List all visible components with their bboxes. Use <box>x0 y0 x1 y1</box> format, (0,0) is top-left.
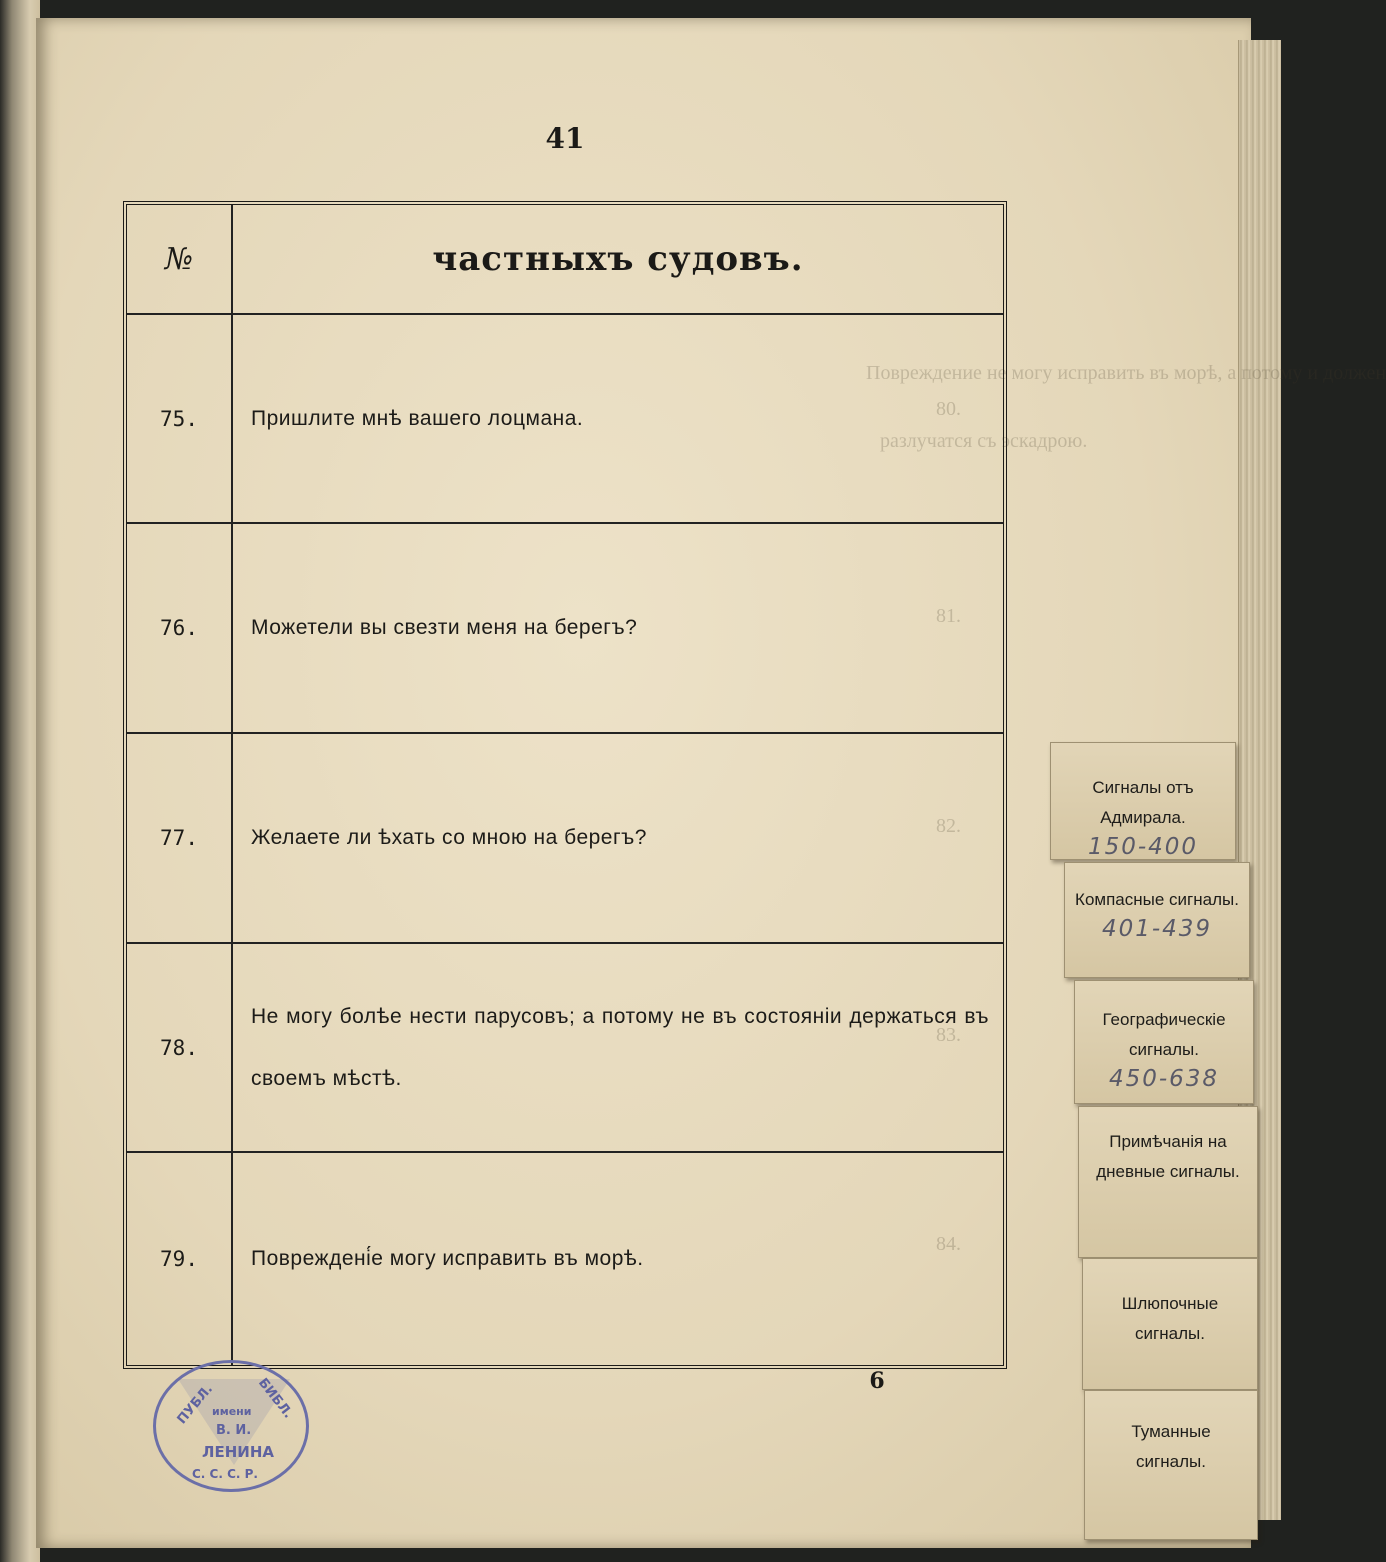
index-tab-day-signal-notes[interactable] <box>1078 1106 1258 1258</box>
index-tab-boat[interactable] <box>1082 1258 1258 1390</box>
number-column-header: № <box>164 241 194 277</box>
tab-range: 150-400 <box>1087 834 1199 860</box>
signal-text: Можетели вы свезти меня на берегъ? <box>251 616 638 639</box>
tab-title: Шлюпочные сигналы. <box>1121 1294 1219 1343</box>
stamp-text: имени <box>212 1405 252 1418</box>
show-through-text: 82. <box>936 815 961 837</box>
tab-title: Примѣчанія на дневные сигналы. <box>1096 1132 1240 1181</box>
signal-text: Повреждені́е могу исправить въ морѣ. <box>251 1247 644 1270</box>
tab-title: Географическіе сигналы. <box>1102 1010 1226 1059</box>
index-tab-fog[interactable] <box>1084 1390 1258 1540</box>
signature-mark: 6 <box>869 1368 885 1394</box>
page-number: 41 <box>545 122 585 155</box>
show-through-text: Повреждение не могу исправить въ морѣ, а потому и должен <box>866 362 1386 384</box>
book-spine <box>0 0 40 1562</box>
stamp-text: В. И. <box>216 1423 252 1438</box>
tab-title: Сигналы отъ Адмирала. <box>1092 778 1194 827</box>
show-through-text: 84. <box>936 1233 961 1255</box>
signal-number: 78. <box>160 1035 198 1060</box>
table-row <box>127 734 1003 942</box>
signal-text: Не могу болѣе нести парусовъ; а потому не въ состояніи держаться въ своемъ мѣстѣ. <box>251 1004 989 1090</box>
tab-range: 450-638 <box>1108 1066 1220 1092</box>
signal-number: 75. <box>160 406 198 431</box>
show-through-text: 81. <box>936 605 961 627</box>
table-row <box>127 944 1003 1151</box>
table-row <box>127 315 1003 522</box>
signal-number: 77. <box>160 826 198 850</box>
signal-table <box>123 201 1007 1369</box>
stamp-text: БИБЛ. <box>255 1375 296 1422</box>
show-through-text: разлучатся съ эскадрою. <box>880 430 1088 452</box>
index-tab-geographic[interactable] <box>1074 980 1254 1104</box>
stamp-text: ПУБЛ. <box>174 1381 216 1428</box>
stamp-text: ЛЕНИНА <box>202 1443 274 1461</box>
index-tab-compass[interactable] <box>1064 862 1250 978</box>
show-through-text: 83. <box>936 1024 961 1046</box>
signal-text: Желаете ли ѣхать со мною на берегъ? <box>251 826 647 849</box>
tab-title: Туманные сигналы. <box>1131 1422 1211 1471</box>
stamp-text: С. С. С. Р. <box>192 1467 258 1481</box>
show-through-text: 80. <box>936 398 961 420</box>
signal-number: 79. <box>160 1247 198 1271</box>
library-stamp <box>153 1360 309 1492</box>
table-row <box>127 524 1003 732</box>
tab-range: 401-439 <box>1101 916 1213 942</box>
table-row <box>127 1153 1003 1365</box>
tab-title: Компасные сигналы. <box>1075 890 1239 909</box>
table-heading: частныхъ судовъ. <box>432 239 804 279</box>
signal-text: Пришлите мнѣ вашего лоцмана. <box>251 406 584 430</box>
signal-number: 76. <box>160 616 198 640</box>
index-tab-admiral[interactable] <box>1050 742 1236 860</box>
